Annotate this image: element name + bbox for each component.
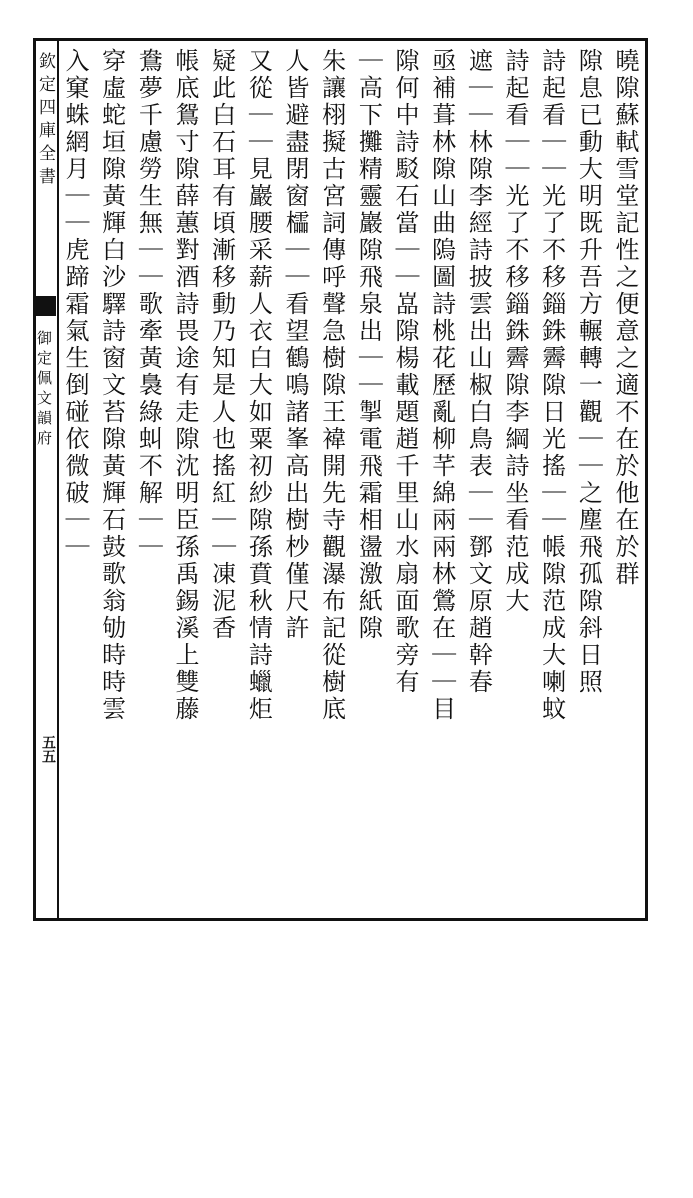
page-number-text: 五五: [40, 735, 56, 763]
sub-title-column: [36, 330, 51, 1198]
text-column: [171, 48, 199, 916]
sub-title: 御定佩文韻府: [35, 330, 53, 450]
column-text: 又從｜｜見巖腰采薪人衣白大如粟初紗隙孫賁秋情詩蠟炬: [244, 48, 273, 723]
column-text: 穿虛蛇垣隙黃輝白沙驛詩窗文苔隙黃輝石鼓歌翁劬時時雲: [97, 48, 126, 723]
text-column: [244, 48, 272, 916]
column-text: 遮｜｜林隙李經詩披雲出山椒白鳥表｜｜鄧文原趙幹春: [464, 48, 493, 696]
text-column: [391, 48, 419, 916]
text-column: [318, 48, 346, 916]
book-title: 欽定四庫全書: [35, 52, 55, 190]
column-text: 朱讓栩擬古宮詞傳呼聲急樹隙王褘開先寺觀瀑布記從樹底: [317, 48, 346, 723]
column-text: 詩起看｜｜光了不移錙銖霽隙李綱詩坐看范成大: [501, 48, 529, 615]
text-column: [501, 48, 529, 916]
fish-tail-mark: [36, 296, 56, 316]
column-text: 亟補葺林隙山曲隖圖詩桃花歷亂柳芊綿兩兩林鶯在｜｜目: [427, 48, 456, 723]
column-text: ｜高下攤精靈巖隙飛泉出｜｜掣電飛霜相盪激紙隙: [354, 48, 383, 642]
text-column: [98, 48, 126, 916]
text-column: [538, 48, 566, 916]
text-column: [464, 48, 492, 916]
page-number: [38, 735, 58, 763]
text-column: [428, 48, 456, 916]
text-column: [611, 48, 639, 916]
column-text: 詩起看｜｜光了不移錙銖霽隙日光搖｜｜帳隙范成大喇蚊: [537, 48, 566, 723]
column-text: 入窠蛛網月｜｜虎蹄霜氣生倒碰依微破｜｜: [61, 48, 89, 561]
column-text: 曉隙蘇軾雪堂記性之便意之適不在於他在於群: [611, 48, 639, 588]
text-column: [281, 48, 309, 916]
text-column: [134, 48, 162, 916]
column-text: 隙何中詩駁石當｜｜嵓隙楊載題趙千里山水扇面歌旁有: [391, 48, 419, 696]
column-text: 鴦夢千慮勞生無｜｜歌牽黃裊綠虯不解｜｜: [134, 48, 163, 561]
column-text: 疑此白石耳有頃漸移動乃知是人也搖紅｜｜凍泥香: [207, 48, 236, 642]
text-column: [354, 48, 382, 916]
column-text: 人皆避盡閉窗櫺｜｜看望鶴鳴諸峯高出樹杪僅尺許: [281, 48, 309, 642]
text-column: [61, 48, 89, 916]
column-text: 隙息已動大明既升吾方輾轉一觀｜｜之塵飛孤隙斜日照: [574, 48, 603, 696]
text-column: [208, 48, 236, 916]
column-text: 帳底鴛寸隙薛蕙對酒詩畏途有走隙沈明臣孫禹錫溪上雙藤: [171, 48, 199, 723]
text-column: [574, 48, 602, 916]
